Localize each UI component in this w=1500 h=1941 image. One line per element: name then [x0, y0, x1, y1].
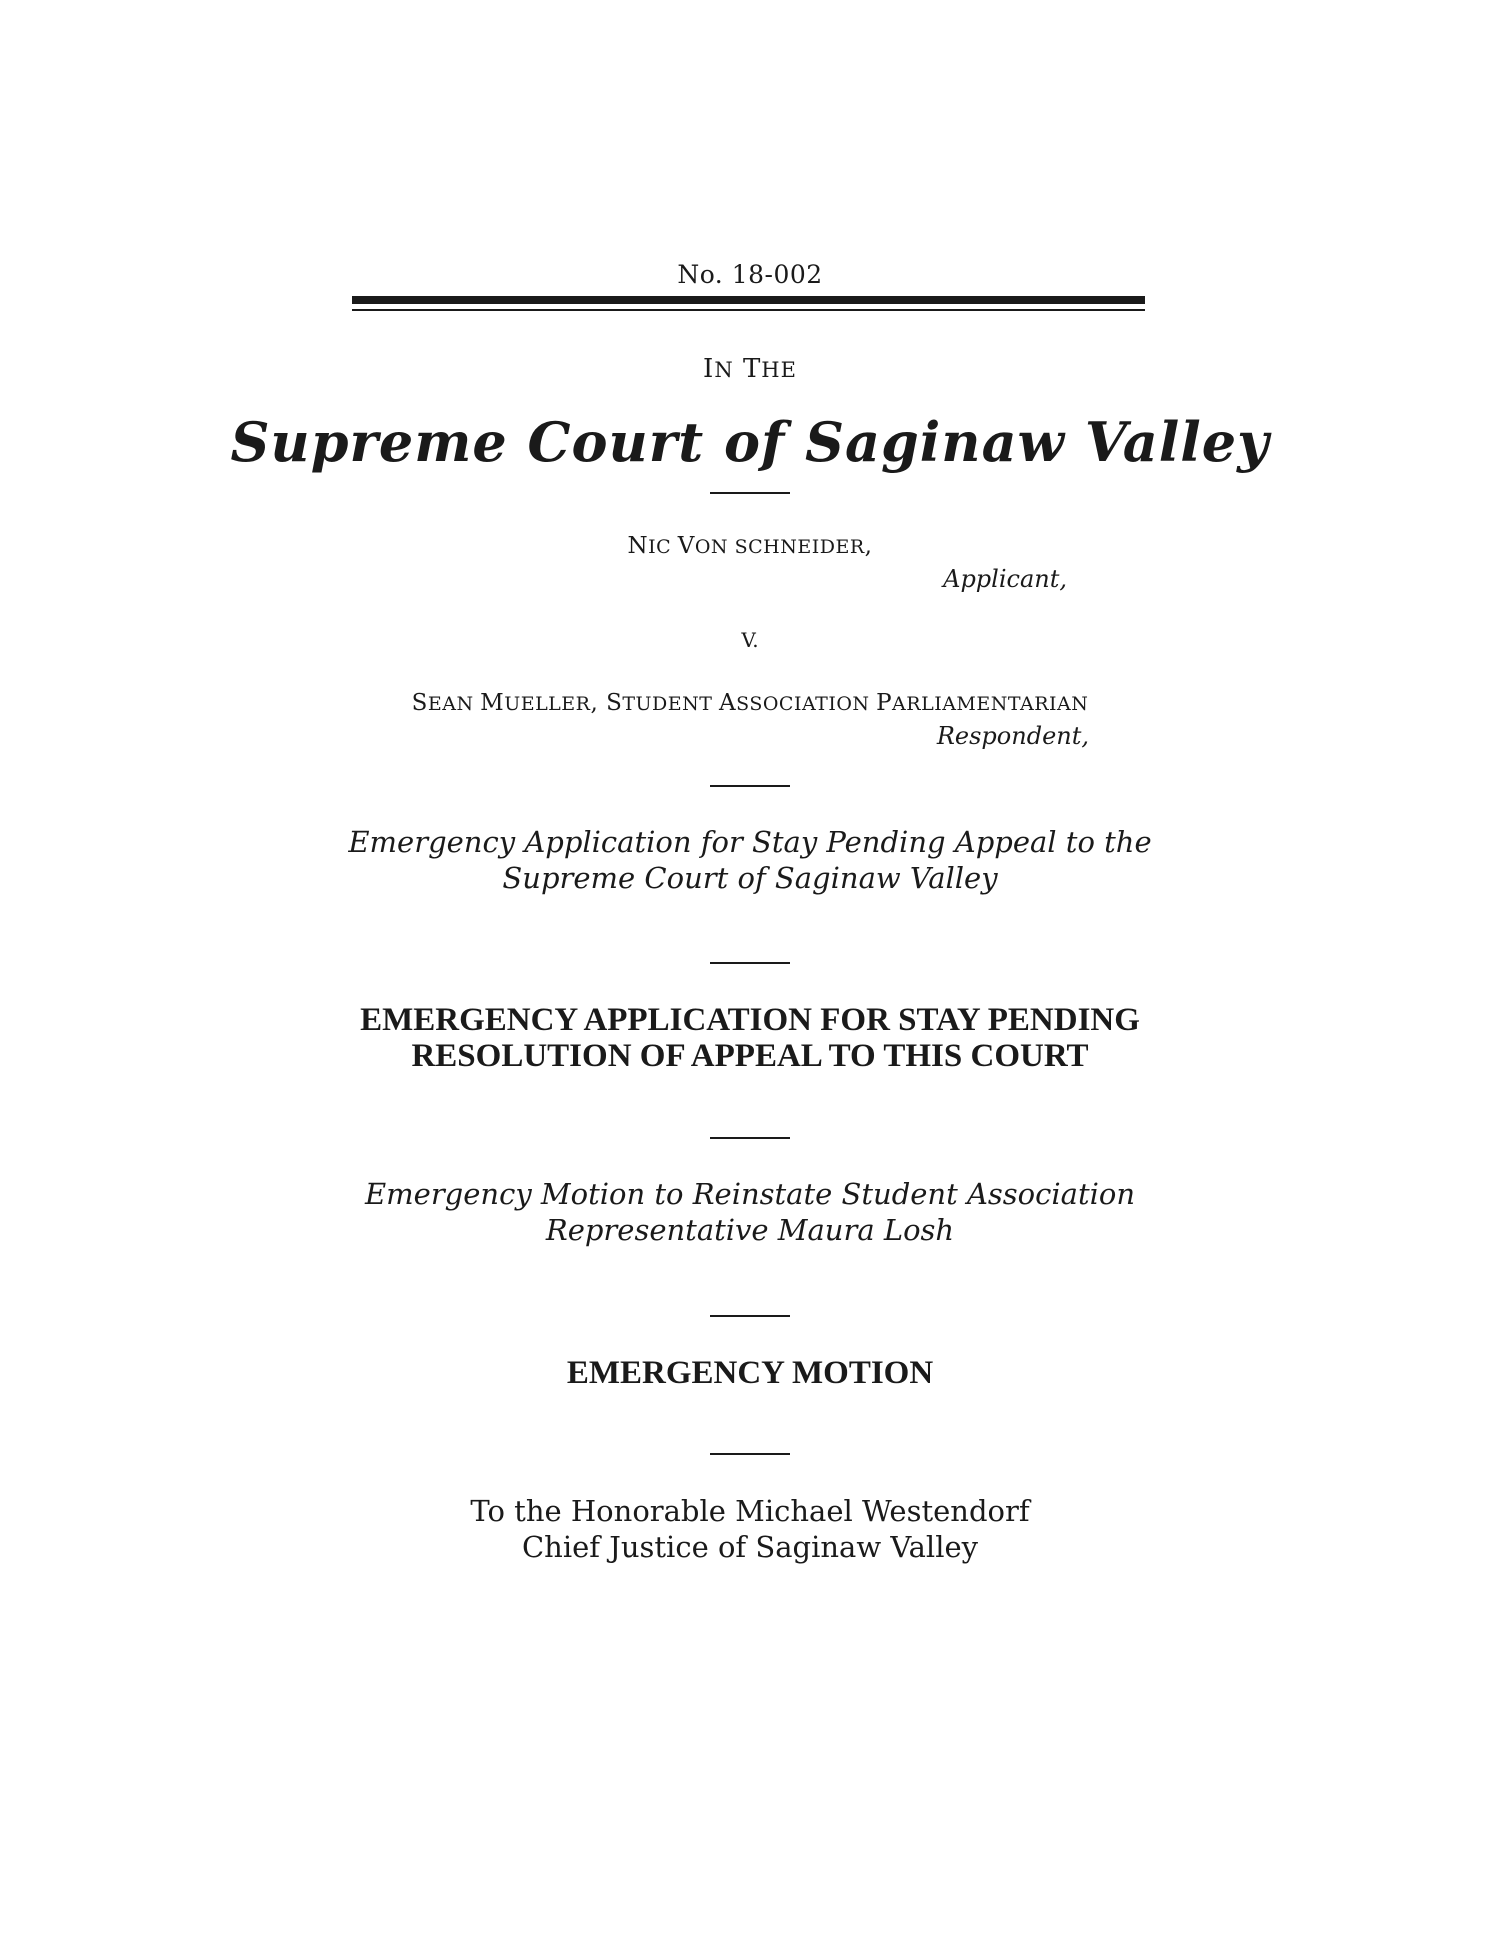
applicant-role: Applicant,: [943, 565, 1067, 593]
in-the-initial-1: I: [703, 354, 715, 384]
respondent-name-part: S: [606, 690, 623, 716]
respondent-name-part: TUDENT: [622, 693, 720, 715]
applicant-name-part: N: [627, 533, 649, 559]
applicant-name-part: V: [677, 533, 695, 559]
addressee-line-2: Chief Justice of Saginaw Valley: [521, 1530, 979, 1564]
applicant-name-part: ON: [694, 536, 735, 558]
respondent-name-part: ,: [590, 690, 607, 716]
divider: [710, 962, 790, 964]
respondent-name: [0, 690, 1500, 716]
header-rule-thin: [352, 309, 1145, 311]
docket-number: No. 18-002: [677, 260, 823, 289]
divider: [710, 1137, 790, 1139]
in-the-rest-1: N: [714, 358, 734, 382]
application-caption: [0, 824, 1500, 896]
applicant-name-part: IC: [648, 536, 678, 558]
application-heading: [0, 1002, 1500, 1074]
applicant-name-part: ,: [864, 533, 873, 559]
respondent-name-part: M: [480, 690, 505, 716]
header-rule-thick: [352, 296, 1145, 304]
divider: [710, 785, 790, 787]
addressee: [0, 1493, 1500, 1565]
respondent-name-part: SSOCIATION: [736, 693, 877, 715]
applicant-name: [0, 533, 1500, 559]
application-caption-line-2: Supreme Court of Saginaw Valley: [502, 861, 998, 895]
respondent-name-part: P: [876, 690, 893, 716]
in-the-heading: [0, 354, 1500, 384]
addressee-line-1: To the Honorable Michael Westendorf: [470, 1494, 1030, 1528]
application-caption-line-1: Emergency Application for Stay Pending Appeal to the: [348, 825, 1152, 859]
respondent-name-part: UELLER: [504, 693, 591, 715]
respondent-name-part: EAN: [427, 693, 481, 715]
versus: V.: [741, 628, 759, 652]
applicant-name-part: SCHNEIDER: [734, 536, 865, 558]
application-heading-line-2: RESOLUTION OF APPEAL TO THIS COURT: [411, 1038, 1089, 1074]
motion-heading: EMERGENCY MOTION: [566, 1355, 934, 1391]
court-name: Supreme Court of Saginaw Valley: [230, 410, 1270, 474]
divider: [710, 492, 790, 494]
motion-caption-line-1: Emergency Motion to Reinstate Student Association: [364, 1177, 1136, 1211]
application-heading-line-1: EMERGENCY APPLICATION FOR STAY PENDING: [360, 1002, 1140, 1038]
respondent-name-part: A: [719, 690, 737, 716]
respondent-name-part: S: [411, 690, 428, 716]
in-the-initial-2: T: [742, 354, 762, 384]
motion-caption: [0, 1176, 1500, 1248]
respondent-name-part: ARLIAMENTARIAN: [892, 693, 1089, 715]
respondent-role: Respondent,: [936, 722, 1089, 750]
divider: [710, 1315, 790, 1317]
in-the-rest-2: HE: [761, 358, 797, 382]
motion-caption-line-2: Representative Maura Losh: [545, 1213, 955, 1247]
divider: [710, 1453, 790, 1455]
